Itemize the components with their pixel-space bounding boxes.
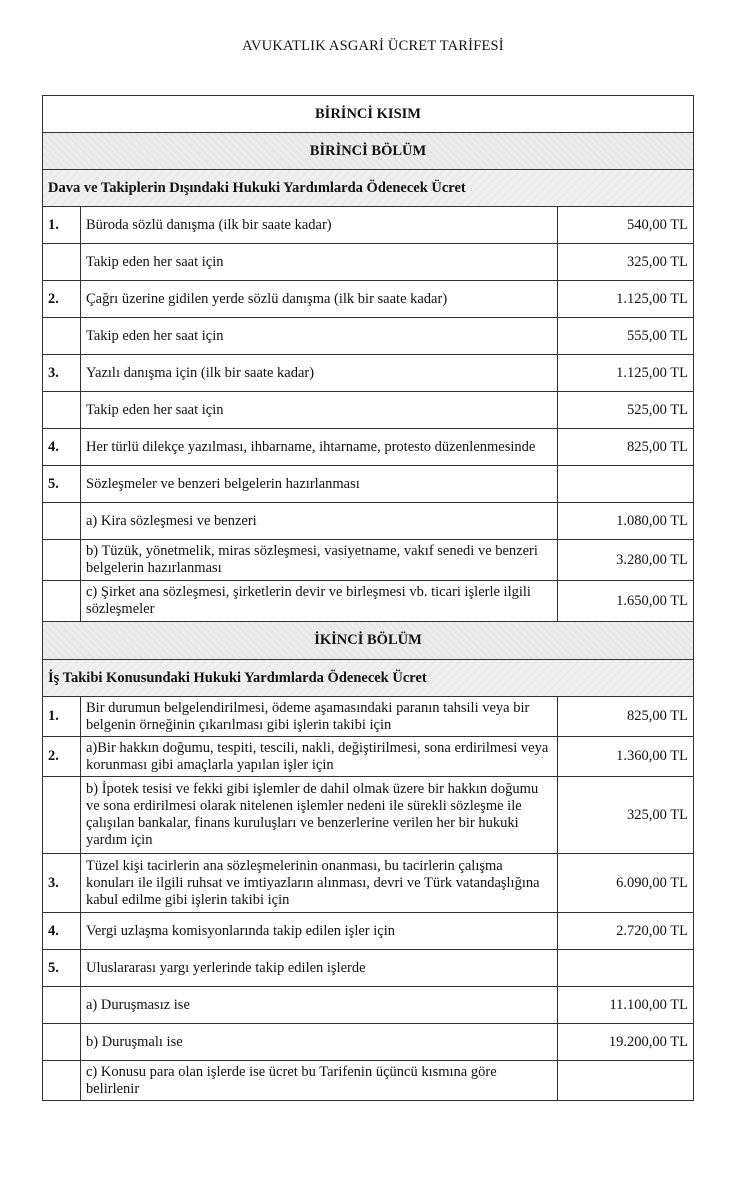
row-amount: 825,00 TL [557, 429, 693, 466]
row-amount: 11.100,00 TL [557, 987, 693, 1024]
table-row [43, 987, 694, 1024]
row-amount: 2.720,00 TL [557, 913, 693, 950]
row-number: 1. [43, 207, 81, 244]
row-amount: 540,00 TL [557, 207, 693, 244]
document-title: AVUKATLIK ASGARİ ÜCRET TARİFESİ [242, 38, 504, 54]
row-number [43, 244, 81, 281]
row-description: Bir durumun belgelendirilmesi, ödeme aşamasındaki paranın tahsili veya bir belgenin örneğinin çıkarılması gibi işlerin takibi için [81, 697, 558, 737]
table-row [43, 777, 694, 854]
table-row [43, 737, 694, 777]
row-amount: 1.125,00 TL [557, 281, 693, 318]
table-row [43, 854, 694, 913]
table-row [43, 392, 694, 429]
table-row [43, 244, 694, 281]
row-amount: 525,00 TL [557, 392, 693, 429]
row-number: 2. [43, 281, 81, 318]
part-heading: BİRİNCİ KISIM [43, 96, 694, 133]
table-row [43, 540, 694, 581]
row-description: Vergi uzlaşma komisyonlarında takip edilen işler için [81, 913, 558, 950]
table-row [43, 581, 694, 622]
row-number: 5. [43, 950, 81, 987]
row-amount [557, 466, 693, 503]
table-row [43, 1061, 694, 1101]
row-amount: 6.090,00 TL [557, 854, 693, 913]
row-number: 3. [43, 355, 81, 392]
row-amount: 3.280,00 TL [557, 540, 693, 581]
row-description: a)Bir hakkın doğumu, tespiti, tescili, nakli, değiştirilmesi, sona erdirilmesi veya korunması gibi amaçlarla yapılan işler için [81, 737, 558, 777]
row-amount: 19.200,00 TL [557, 1024, 693, 1061]
row-description: Büroda sözlü danışma (ilk bir saate kadar) [81, 207, 558, 244]
row-amount [557, 1061, 693, 1101]
row-number [43, 987, 81, 1024]
section1-title-row [43, 170, 694, 207]
section1-heading-row [43, 133, 694, 170]
row-number: 3. [43, 854, 81, 913]
row-description: b) Duruşmalı ise [81, 1024, 558, 1061]
table-row [43, 207, 694, 244]
row-number [43, 581, 81, 622]
row-description: Çağrı üzerine gidilen yerde sözlü danışma (ilk bir saate kadar) [81, 281, 558, 318]
row-number [43, 777, 81, 854]
section2-title-row [43, 660, 694, 697]
row-amount: 555,00 TL [557, 318, 693, 355]
row-amount: 1.650,00 TL [557, 581, 693, 622]
row-number [43, 1024, 81, 1061]
table-row [43, 1024, 694, 1061]
row-number [43, 540, 81, 581]
row-number [43, 392, 81, 429]
table-row [43, 429, 694, 466]
section1-heading: BİRİNCİ BÖLÜM [43, 133, 694, 170]
row-description: Sözleşmeler ve benzeri belgelerin hazırlanması [81, 466, 558, 503]
section2-heading: İKİNCİ BÖLÜM [43, 622, 694, 660]
table-row [43, 913, 694, 950]
row-amount [557, 950, 693, 987]
table-row [43, 318, 694, 355]
table-row [43, 466, 694, 503]
row-number: 5. [43, 466, 81, 503]
row-number [43, 318, 81, 355]
table-row [43, 503, 694, 540]
fee-table [42, 95, 694, 1101]
table-row [43, 355, 694, 392]
row-description: a) Duruşmasız ise [81, 987, 558, 1024]
row-amount: 325,00 TL [557, 244, 693, 281]
row-description: a) Kira sözleşmesi ve benzeri [81, 503, 558, 540]
row-amount: 1.080,00 TL [557, 503, 693, 540]
row-description: Takip eden her saat için [81, 318, 558, 355]
section1-title: Dava ve Takiplerin Dışındaki Hukuki Yardımlarda Ödenecek Ücret [43, 170, 694, 207]
row-description: Tüzel kişi tacirlerin ana sözleşmelerinin onanması, bu tacirlerin çalışma konuları ile ilgili ruhsat ve imtiyazların alınması, devri ve Türk vatandaşlığına kabul edilme gibi işlerin takibi için [81, 854, 558, 913]
table-row [43, 281, 694, 318]
row-description: c) Konusu para olan işlerde ise ücret bu Tarifenin üçüncü kısmına göre belirlenir [81, 1061, 558, 1101]
row-amount: 325,00 TL [557, 777, 693, 854]
row-description: Takip eden her saat için [81, 392, 558, 429]
section2-heading-row [43, 622, 694, 660]
table-row [43, 950, 694, 987]
row-description: b) İpotek tesisi ve fekki gibi işlemler de dahil olmak üzere bir hakkın doğumu ve sona erdirilmesi olarak nitelenen işlemler nedeni ile sürekli sözleşme ile çalışılan bankalar, finans kuruluşları ve benzerlerine verilen her bir hukuki yardım için [81, 777, 558, 854]
row-number: 4. [43, 429, 81, 466]
table-row [43, 697, 694, 737]
row-number [43, 1061, 81, 1101]
row-description: Yazılı danışma için (ilk bir saate kadar) [81, 355, 558, 392]
section2-title: İş Takibi Konusundaki Hukuki Yardımlarda Ödenecek Ücret [43, 660, 694, 697]
row-number: 2. [43, 737, 81, 777]
row-description: Takip eden her saat için [81, 244, 558, 281]
row-description: c) Şirket ana sözleşmesi, şirketlerin devir ve birleşmesi vb. ticari işlerle ilgili sözleşmeler [81, 581, 558, 622]
row-amount: 1.360,00 TL [557, 737, 693, 777]
row-description: b) Tüzük, yönetmelik, miras sözleşmesi, vasiyetname, vakıf senedi ve benzeri belgelerin hazırlanması [81, 540, 558, 581]
part-heading-row [43, 96, 694, 133]
row-amount: 1.125,00 TL [557, 355, 693, 392]
row-number: 1. [43, 697, 81, 737]
row-description: Her türlü dilekçe yazılması, ihbarname, ihtarname, protesto düzenlenmesinde [81, 429, 558, 466]
row-amount: 825,00 TL [557, 697, 693, 737]
row-description: Uluslararası yargı yerlerinde takip edilen işlerde [81, 950, 558, 987]
row-number [43, 503, 81, 540]
row-number: 4. [43, 913, 81, 950]
